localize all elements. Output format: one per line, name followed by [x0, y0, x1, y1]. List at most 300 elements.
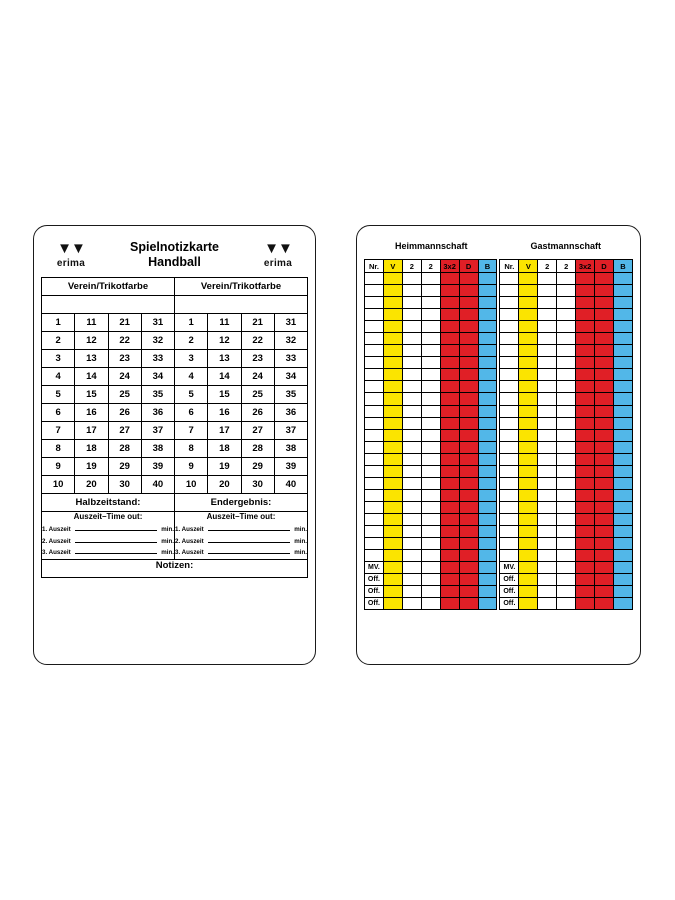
score-cell[interactable]	[538, 345, 557, 357]
score-cell[interactable]	[613, 453, 632, 465]
score-cell[interactable]	[576, 273, 595, 285]
score-cell[interactable]	[478, 297, 497, 309]
guest-num[interactable]: 26	[241, 404, 274, 422]
score-cell[interactable]	[383, 285, 402, 297]
score-cell[interactable]	[519, 393, 538, 405]
score-cell[interactable]	[478, 550, 497, 562]
score-cell[interactable]	[500, 429, 519, 441]
timeout-row[interactable]	[42, 512, 308, 560]
score-cell[interactable]	[383, 525, 402, 537]
score-cell[interactable]	[613, 273, 632, 285]
score-cell[interactable]	[478, 513, 497, 525]
score-cell[interactable]	[576, 333, 595, 345]
table-row[interactable]	[365, 489, 633, 501]
score-cell[interactable]	[500, 477, 519, 489]
score-cell[interactable]	[421, 453, 440, 465]
score-cell[interactable]	[478, 598, 497, 610]
guest-num[interactable]: 32	[274, 332, 307, 350]
table-row[interactable]	[365, 285, 633, 297]
score-cell[interactable]	[459, 381, 478, 393]
score-cell[interactable]	[519, 550, 538, 562]
score-cell[interactable]	[538, 369, 557, 381]
home-num[interactable]: 14	[75, 368, 108, 386]
home-num[interactable]: 17	[75, 422, 108, 440]
score-cell[interactable]	[459, 393, 478, 405]
score-cell[interactable]	[557, 513, 576, 525]
score-cell[interactable]	[383, 333, 402, 345]
score-cell[interactable]	[365, 429, 384, 441]
home-team-name-field[interactable]	[42, 296, 175, 314]
score-cell[interactable]	[595, 574, 614, 586]
score-cell[interactable]	[421, 441, 440, 453]
score-cell[interactable]	[595, 550, 614, 562]
score-cell[interactable]	[595, 345, 614, 357]
score-cell[interactable]	[500, 489, 519, 501]
score-cell[interactable]	[538, 429, 557, 441]
score-cell[interactable]	[402, 369, 421, 381]
score-cell[interactable]	[459, 586, 478, 598]
home-num[interactable]: 3	[42, 350, 75, 368]
score-cell[interactable]	[383, 345, 402, 357]
guest-num[interactable]: 34	[274, 368, 307, 386]
score-cell[interactable]	[440, 321, 459, 333]
score-cell[interactable]	[557, 285, 576, 297]
notizen-row[interactable]	[42, 559, 308, 577]
halbzeitstand-label[interactable]: Halbzeitstand:	[42, 494, 175, 512]
score-cell[interactable]	[478, 309, 497, 321]
score-cell[interactable]	[613, 429, 632, 441]
score-cell[interactable]	[440, 465, 459, 477]
score-cell[interactable]	[519, 513, 538, 525]
table-row[interactable]	[365, 381, 633, 393]
table-row[interactable]	[42, 314, 308, 332]
score-cell[interactable]	[519, 501, 538, 513]
table-row[interactable]	[365, 525, 633, 537]
score-cell[interactable]	[613, 333, 632, 345]
score-cell[interactable]	[538, 357, 557, 369]
score-cell[interactable]	[402, 501, 421, 513]
guest-num[interactable]: 39	[274, 458, 307, 476]
score-cell[interactable]	[500, 357, 519, 369]
score-cell[interactable]	[459, 465, 478, 477]
score-cell[interactable]	[595, 357, 614, 369]
score-cell[interactable]	[421, 417, 440, 429]
score-cell[interactable]	[478, 477, 497, 489]
score-cell[interactable]	[365, 525, 384, 537]
table-row[interactable]	[365, 357, 633, 369]
score-cell[interactable]	[519, 477, 538, 489]
score-cell[interactable]	[478, 345, 497, 357]
guest-num[interactable]: 29	[241, 458, 274, 476]
score-cell[interactable]	[440, 598, 459, 610]
score-cell[interactable]	[500, 381, 519, 393]
score-cell[interactable]	[595, 297, 614, 309]
score-cell[interactable]	[383, 405, 402, 417]
guest-num[interactable]: 8	[175, 440, 208, 458]
score-cell[interactable]	[500, 453, 519, 465]
score-cell[interactable]	[500, 405, 519, 417]
score-cell[interactable]	[613, 562, 632, 574]
score-cell[interactable]	[402, 393, 421, 405]
score-cell[interactable]	[500, 550, 519, 562]
table-row[interactable]	[365, 273, 633, 285]
score-cell[interactable]	[383, 357, 402, 369]
score-cell[interactable]	[402, 562, 421, 574]
table-row[interactable]	[365, 369, 633, 381]
score-cell[interactable]	[459, 513, 478, 525]
score-cell[interactable]	[402, 273, 421, 285]
score-cell[interactable]	[500, 417, 519, 429]
score-cell[interactable]	[383, 417, 402, 429]
guest-num[interactable]: 3	[175, 350, 208, 368]
score-cell[interactable]	[519, 598, 538, 610]
guest-num[interactable]: 1	[175, 314, 208, 332]
score-cell[interactable]	[478, 273, 497, 285]
notizen-label[interactable]: Notizen:	[42, 559, 308, 577]
home-num[interactable]: 15	[75, 386, 108, 404]
table-row[interactable]	[365, 538, 633, 550]
score-cell[interactable]	[595, 321, 614, 333]
table-row[interactable]	[42, 332, 308, 350]
score-cell[interactable]	[459, 453, 478, 465]
score-cell[interactable]	[365, 441, 384, 453]
score-cell[interactable]	[440, 369, 459, 381]
score-cell[interactable]	[613, 321, 632, 333]
score-cell[interactable]	[595, 538, 614, 550]
score-cell[interactable]	[383, 297, 402, 309]
score-cell[interactable]	[519, 405, 538, 417]
score-cell[interactable]	[576, 357, 595, 369]
score-cell[interactable]	[500, 441, 519, 453]
score-cell[interactable]	[576, 405, 595, 417]
score-cell[interactable]	[365, 513, 384, 525]
score-cell[interactable]	[576, 513, 595, 525]
score-cell[interactable]	[478, 465, 497, 477]
score-cell[interactable]	[478, 405, 497, 417]
home-num[interactable]: 20	[75, 476, 108, 494]
home-num[interactable]: 11	[75, 314, 108, 332]
guest-num[interactable]: 38	[274, 440, 307, 458]
score-cell[interactable]	[519, 417, 538, 429]
score-cell[interactable]	[557, 405, 576, 417]
guest-num[interactable]: 14	[208, 368, 241, 386]
score-cell[interactable]	[595, 513, 614, 525]
home-num[interactable]: 18	[75, 440, 108, 458]
guest-num[interactable]: 12	[208, 332, 241, 350]
table-row[interactable]	[365, 393, 633, 405]
score-cell[interactable]	[538, 598, 557, 610]
score-cell[interactable]	[365, 393, 384, 405]
guest-num[interactable]: 31	[274, 314, 307, 332]
guest-num[interactable]: 17	[208, 422, 241, 440]
score-cell[interactable]	[500, 285, 519, 297]
table-row[interactable]	[42, 440, 308, 458]
score-cell[interactable]	[421, 345, 440, 357]
score-cell[interactable]	[365, 489, 384, 501]
score-cell[interactable]	[595, 562, 614, 574]
score-cell[interactable]	[365, 417, 384, 429]
score-cell[interactable]	[557, 501, 576, 513]
score-cell[interactable]	[459, 429, 478, 441]
score-cell[interactable]	[402, 513, 421, 525]
score-cell[interactable]	[478, 441, 497, 453]
score-cell[interactable]	[383, 550, 402, 562]
score-cell[interactable]	[459, 598, 478, 610]
score-cell[interactable]	[383, 513, 402, 525]
guest-num[interactable]: 10	[175, 476, 208, 494]
home-num[interactable]: 7	[42, 422, 75, 440]
score-cell[interactable]	[538, 393, 557, 405]
table-row[interactable]	[365, 429, 633, 441]
score-cell[interactable]	[595, 429, 614, 441]
home-num[interactable]: 27	[108, 422, 141, 440]
score-cell[interactable]	[459, 538, 478, 550]
score-cell[interactable]	[557, 465, 576, 477]
guest-team-header[interactable]: Verein/Trikotfarbe	[175, 278, 308, 296]
score-cell[interactable]	[519, 574, 538, 586]
home-num[interactable]: 21	[108, 314, 141, 332]
score-cell[interactable]	[500, 321, 519, 333]
table-row[interactable]	[42, 350, 308, 368]
score-cell[interactable]	[402, 405, 421, 417]
score-cell[interactable]	[440, 574, 459, 586]
guest-num[interactable]: 11	[208, 314, 241, 332]
score-cell[interactable]	[613, 525, 632, 537]
home-num[interactable]: 32	[141, 332, 174, 350]
table-row[interactable]	[42, 458, 308, 476]
score-cell[interactable]	[402, 417, 421, 429]
score-cell[interactable]	[402, 574, 421, 586]
score-cell[interactable]	[459, 405, 478, 417]
score-cell[interactable]	[576, 285, 595, 297]
timeout-line[interactable]	[42, 536, 174, 545]
score-cell[interactable]	[595, 273, 614, 285]
score-cell[interactable]	[519, 285, 538, 297]
score-cell[interactable]	[365, 345, 384, 357]
score-cell[interactable]	[402, 381, 421, 393]
score-cell[interactable]	[500, 465, 519, 477]
score-cell[interactable]	[383, 598, 402, 610]
score-cell[interactable]	[613, 513, 632, 525]
score-cell[interactable]	[519, 525, 538, 537]
score-cell[interactable]	[459, 417, 478, 429]
score-cell[interactable]	[478, 562, 497, 574]
score-cell[interactable]	[421, 562, 440, 574]
score-cell[interactable]	[613, 501, 632, 513]
score-cell[interactable]	[576, 465, 595, 477]
score-cell[interactable]	[557, 429, 576, 441]
score-cell[interactable]	[576, 574, 595, 586]
score-cell[interactable]	[557, 550, 576, 562]
guest-num[interactable]: 6	[175, 404, 208, 422]
score-cell[interactable]	[576, 297, 595, 309]
score-cell[interactable]	[421, 550, 440, 562]
timeout-input[interactable]	[208, 536, 291, 543]
score-cell[interactable]	[500, 309, 519, 321]
score-cell[interactable]	[557, 345, 576, 357]
score-cell[interactable]	[576, 345, 595, 357]
score-cell[interactable]	[500, 513, 519, 525]
table-row[interactable]	[42, 422, 308, 440]
score-cell[interactable]	[440, 405, 459, 417]
score-cell[interactable]	[459, 297, 478, 309]
score-cell[interactable]	[421, 381, 440, 393]
score-cell[interactable]	[365, 369, 384, 381]
home-num[interactable]: 35	[141, 386, 174, 404]
score-cell[interactable]	[421, 574, 440, 586]
score-cell[interactable]	[595, 489, 614, 501]
score-cell[interactable]	[478, 393, 497, 405]
score-cell[interactable]	[557, 273, 576, 285]
score-cell[interactable]	[365, 333, 384, 345]
score-cell[interactable]	[421, 501, 440, 513]
score-cell[interactable]	[613, 369, 632, 381]
score-cell[interactable]	[557, 441, 576, 453]
table-row[interactable]	[42, 368, 308, 386]
score-cell[interactable]	[459, 574, 478, 586]
score-cell[interactable]	[595, 309, 614, 321]
score-cell[interactable]	[421, 465, 440, 477]
guest-num[interactable]: 40	[274, 476, 307, 494]
home-num[interactable]: 13	[75, 350, 108, 368]
table-row[interactable]	[365, 477, 633, 489]
score-cell[interactable]	[365, 285, 384, 297]
score-cell[interactable]	[440, 357, 459, 369]
score-cell[interactable]	[478, 333, 497, 345]
guest-num[interactable]: 35	[274, 386, 307, 404]
table-row[interactable]	[365, 405, 633, 417]
home-num[interactable]: 28	[108, 440, 141, 458]
score-cell[interactable]	[557, 297, 576, 309]
score-cell[interactable]	[500, 369, 519, 381]
score-cell[interactable]	[595, 417, 614, 429]
score-cell[interactable]	[519, 465, 538, 477]
score-cell[interactable]	[538, 501, 557, 513]
score-cell[interactable]	[500, 273, 519, 285]
score-cell[interactable]	[538, 586, 557, 598]
score-cell[interactable]	[519, 538, 538, 550]
score-cell[interactable]	[383, 393, 402, 405]
score-cell[interactable]	[613, 309, 632, 321]
score-cell[interactable]	[402, 586, 421, 598]
score-cell[interactable]	[557, 369, 576, 381]
score-cell[interactable]	[440, 562, 459, 574]
score-cell[interactable]	[478, 586, 497, 598]
timeout-input[interactable]	[208, 547, 291, 554]
score-cell[interactable]	[576, 429, 595, 441]
score-cell[interactable]	[365, 453, 384, 465]
score-cell[interactable]	[383, 465, 402, 477]
guest-num[interactable]: 28	[241, 440, 274, 458]
score-cell[interactable]	[365, 381, 384, 393]
score-cell[interactable]	[365, 465, 384, 477]
score-cell[interactable]	[557, 321, 576, 333]
score-cell[interactable]	[383, 501, 402, 513]
table-row[interactable]	[365, 465, 633, 477]
home-num[interactable]: 36	[141, 404, 174, 422]
score-cell[interactable]	[576, 453, 595, 465]
score-cell[interactable]	[519, 321, 538, 333]
score-cell[interactable]	[595, 586, 614, 598]
score-cell[interactable]	[613, 297, 632, 309]
timeout-input[interactable]	[208, 524, 291, 531]
score-cell[interactable]	[421, 429, 440, 441]
score-cell[interactable]	[440, 297, 459, 309]
home-num[interactable]: 30	[108, 476, 141, 494]
score-cell[interactable]	[421, 285, 440, 297]
score-cell[interactable]	[402, 333, 421, 345]
official-row[interactable]	[365, 586, 633, 598]
guest-num[interactable]: 21	[241, 314, 274, 332]
score-cell[interactable]	[440, 550, 459, 562]
timeout-line[interactable]	[175, 524, 307, 533]
home-num[interactable]: 31	[141, 314, 174, 332]
home-num[interactable]: 34	[141, 368, 174, 386]
result-row[interactable]	[42, 494, 308, 512]
score-cell[interactable]	[365, 538, 384, 550]
score-cell[interactable]	[440, 586, 459, 598]
score-cell[interactable]	[440, 417, 459, 429]
score-cell[interactable]	[402, 309, 421, 321]
score-cell[interactable]	[519, 345, 538, 357]
score-cell[interactable]	[421, 538, 440, 550]
score-cell[interactable]	[402, 598, 421, 610]
score-cell[interactable]	[557, 309, 576, 321]
score-cell[interactable]	[383, 489, 402, 501]
score-cell[interactable]	[613, 465, 632, 477]
score-cell[interactable]	[402, 357, 421, 369]
score-cell[interactable]	[538, 441, 557, 453]
home-team-header[interactable]: Verein/Trikotfarbe	[42, 278, 175, 296]
score-cell[interactable]	[402, 525, 421, 537]
score-cell[interactable]	[576, 489, 595, 501]
score-cell[interactable]	[421, 513, 440, 525]
score-cell[interactable]	[478, 381, 497, 393]
guest-num[interactable]: 13	[208, 350, 241, 368]
score-cell[interactable]	[576, 393, 595, 405]
home-num[interactable]: 22	[108, 332, 141, 350]
score-cell[interactable]	[440, 285, 459, 297]
score-cell[interactable]	[365, 501, 384, 513]
score-cell[interactable]	[402, 538, 421, 550]
table-row[interactable]	[42, 404, 308, 422]
table-row[interactable]	[365, 333, 633, 345]
score-cell[interactable]	[365, 357, 384, 369]
score-cell[interactable]	[365, 273, 384, 285]
score-cell[interactable]	[383, 538, 402, 550]
score-cell[interactable]	[440, 525, 459, 537]
score-cell[interactable]	[421, 321, 440, 333]
score-cell[interactable]	[557, 393, 576, 405]
score-cell[interactable]	[595, 285, 614, 297]
score-cell[interactable]	[500, 345, 519, 357]
score-cell[interactable]	[500, 525, 519, 537]
score-cell[interactable]	[440, 453, 459, 465]
score-cell[interactable]	[402, 550, 421, 562]
table-row[interactable]	[365, 345, 633, 357]
score-cell[interactable]	[459, 285, 478, 297]
score-cell[interactable]	[478, 538, 497, 550]
score-cell[interactable]	[440, 538, 459, 550]
score-cell[interactable]	[538, 550, 557, 562]
score-cell[interactable]	[478, 417, 497, 429]
score-cell[interactable]	[402, 477, 421, 489]
score-cell[interactable]	[459, 525, 478, 537]
score-cell[interactable]	[421, 357, 440, 369]
score-cell[interactable]	[519, 381, 538, 393]
endergebnis-label[interactable]: Endergebnis:	[175, 494, 308, 512]
score-cell[interactable]	[519, 333, 538, 345]
